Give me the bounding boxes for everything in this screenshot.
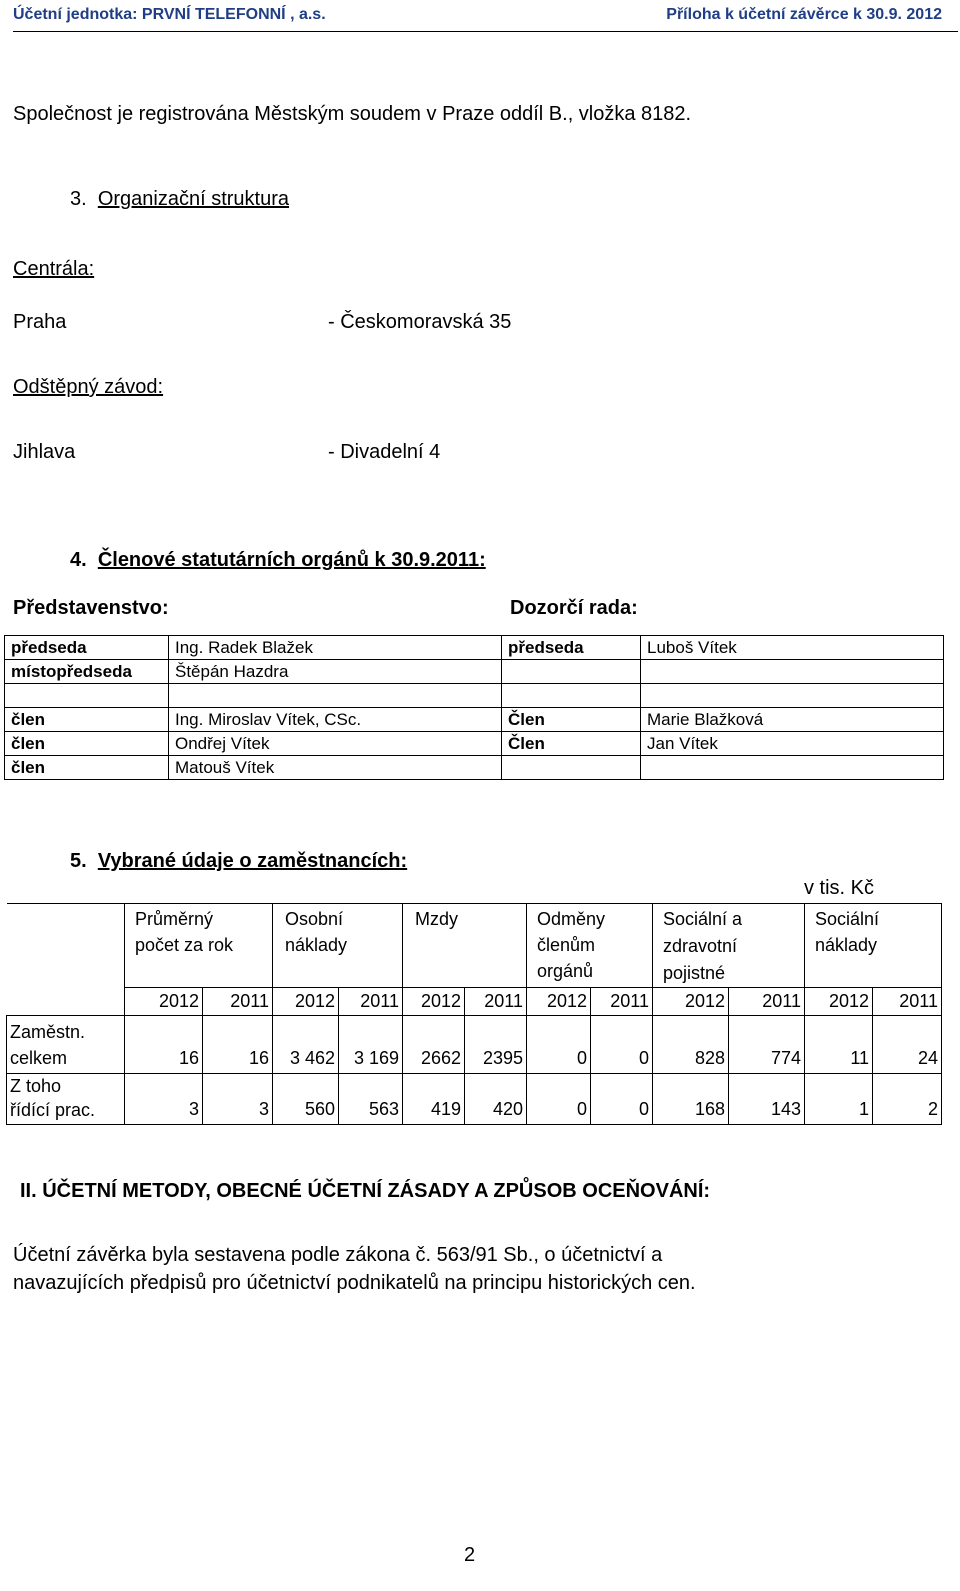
emp-value: 143: [729, 1074, 805, 1125]
board-right-title: Dozorčí rada:: [510, 597, 638, 619]
board-role: [502, 684, 641, 708]
emp-value: 2395: [465, 1016, 527, 1074]
group-header: Mzdy: [403, 904, 527, 988]
emp-value: 3: [203, 1074, 273, 1125]
header-rule: [13, 31, 958, 32]
year-header: 2012: [653, 988, 729, 1016]
board-person: [641, 660, 944, 684]
board-role: místopředseda: [5, 660, 169, 684]
section3-title: Organizační struktura: [97, 188, 290, 210]
emp-value: 828: [653, 1016, 729, 1074]
group-header: Průměrný počet za rok: [125, 904, 273, 988]
emp-value: 24: [873, 1016, 942, 1074]
year-header: 2011: [591, 988, 653, 1016]
year-header: 2012: [403, 988, 465, 1016]
year-header: 2012: [805, 988, 873, 1016]
emp-value: 16: [203, 1016, 273, 1074]
section5-heading: [70, 850, 407, 873]
emp-value: 3: [125, 1074, 203, 1125]
board-person: Luboš Vítek: [641, 636, 944, 660]
emp-value: 3 169: [339, 1016, 403, 1074]
year-header: 2012: [273, 988, 339, 1016]
board-table: [4, 635, 944, 780]
centrala-label: Centrála:: [13, 258, 95, 280]
group-header: Sociální náklady: [805, 904, 942, 988]
emp-row: [7, 1074, 942, 1125]
section2-paragraph-line2: navazujících předpisů pro účetnictví podnikatelů na principu historických cen.: [13, 1272, 696, 1294]
emp-year-row: [7, 988, 942, 1016]
board-role: člen: [5, 756, 169, 780]
board-row: [5, 636, 944, 660]
board-person: [641, 684, 944, 708]
emp-value: 2: [873, 1074, 942, 1125]
year-header: 2011: [203, 988, 273, 1016]
registration-text: Společnost je registrována Městským soudem v Praze oddíl B., vložka 8182.: [13, 103, 692, 125]
emp-value: 1: [805, 1074, 873, 1125]
section2-heading: II. ÚČETNÍ METODY, OBECNÉ ÚČETNÍ ZÁSADY A ZPŮSOB OCEŇOVÁNÍ:: [20, 1180, 711, 1202]
board-role: člen: [5, 708, 169, 732]
board-role: Člen: [502, 708, 641, 732]
board-role: [5, 684, 169, 708]
emp-value: 0: [591, 1074, 653, 1125]
header-left: Účetní jednotka: PRVNÍ TELEFONNÍ , a.s.: [13, 6, 326, 23]
emp-value: 419: [403, 1074, 465, 1125]
row-label: Zaměstn. celkem: [7, 1016, 125, 1074]
board-person: [169, 684, 502, 708]
emp-value: 2662: [403, 1016, 465, 1074]
emp-value: 16: [125, 1016, 203, 1074]
section3-heading: [70, 188, 289, 211]
praha-city: Praha: [13, 311, 67, 333]
employees-table: [6, 903, 942, 1125]
board-role: Člen: [502, 732, 641, 756]
group-header: Osobní náklady: [273, 904, 403, 988]
emp-value: 0: [527, 1074, 591, 1125]
page-number: 2: [464, 1544, 476, 1566]
jihlava-address: - Divadelní 4: [328, 441, 441, 463]
board-row: [5, 660, 944, 684]
board-person: Ondřej Vítek: [169, 732, 502, 756]
board-row: [5, 756, 944, 780]
section4-title: Členové statutárních orgánů k 30.9.2011:: [97, 549, 486, 571]
group-header: Sociální a zdravotní pojistné: [653, 904, 805, 988]
emp-value: 3 462: [273, 1016, 339, 1074]
board-person: Jan Vítek: [641, 732, 944, 756]
jihlava-city: Jihlava: [13, 441, 76, 463]
emp-value: 560: [273, 1074, 339, 1125]
unit-label: v tis. Kč: [804, 877, 875, 899]
year-header: 2011: [465, 988, 527, 1016]
emp-value: 11: [805, 1016, 873, 1074]
year-header: 2012: [527, 988, 591, 1016]
section5-number: 5.: [70, 850, 87, 872]
emp-group-header-row: [7, 904, 942, 988]
section4-heading: [70, 549, 486, 572]
section4-number: 4.: [70, 549, 87, 571]
board-row: [5, 708, 944, 732]
emp-value: 563: [339, 1074, 403, 1125]
board-role: předseda: [502, 636, 641, 660]
board-person: Ing. Miroslav Vítek, CSc.: [169, 708, 502, 732]
header-right: Příloha k účetní závěrce k 30.9. 2012: [666, 6, 942, 23]
emp-value: 168: [653, 1074, 729, 1125]
board-row: [5, 732, 944, 756]
board-role: [502, 660, 641, 684]
board-person: Marie Blažková: [641, 708, 944, 732]
emp-value: 774: [729, 1016, 805, 1074]
emp-value: 0: [591, 1016, 653, 1074]
year-header: 2011: [729, 988, 805, 1016]
praha-address: - Českomoravská 35: [328, 311, 512, 333]
emp-value: 0: [527, 1016, 591, 1074]
board-role: člen: [5, 732, 169, 756]
group-header: Odměny členům orgánů: [527, 904, 653, 988]
section5-title: Vybrané údaje o zaměstnancích:: [97, 850, 408, 872]
odstepny-label: Odštěpný závod:: [13, 376, 164, 398]
board-left-title: Představenstvo:: [13, 597, 169, 619]
section3-number: 3.: [70, 188, 87, 210]
emp-row: [7, 1016, 942, 1074]
emp-value: 420: [465, 1074, 527, 1125]
board-person: Ing. Radek Blažek: [169, 636, 502, 660]
board-role: předseda: [5, 636, 169, 660]
board-person: [641, 756, 944, 780]
board-person: Matouš Vítek: [169, 756, 502, 780]
board-row: [5, 684, 944, 708]
year-header: 2011: [873, 988, 942, 1016]
board-person: Štěpán Hazdra: [169, 660, 502, 684]
board-role: [502, 756, 641, 780]
row-label: Z toho řídící prac.: [7, 1074, 125, 1125]
section2-paragraph-line1: Účetní závěrka byla sestavena podle zákona č. 563/91 Sb., o účetnictví a: [13, 1244, 663, 1266]
year-header: 2012: [125, 988, 203, 1016]
year-header: 2011: [339, 988, 403, 1016]
